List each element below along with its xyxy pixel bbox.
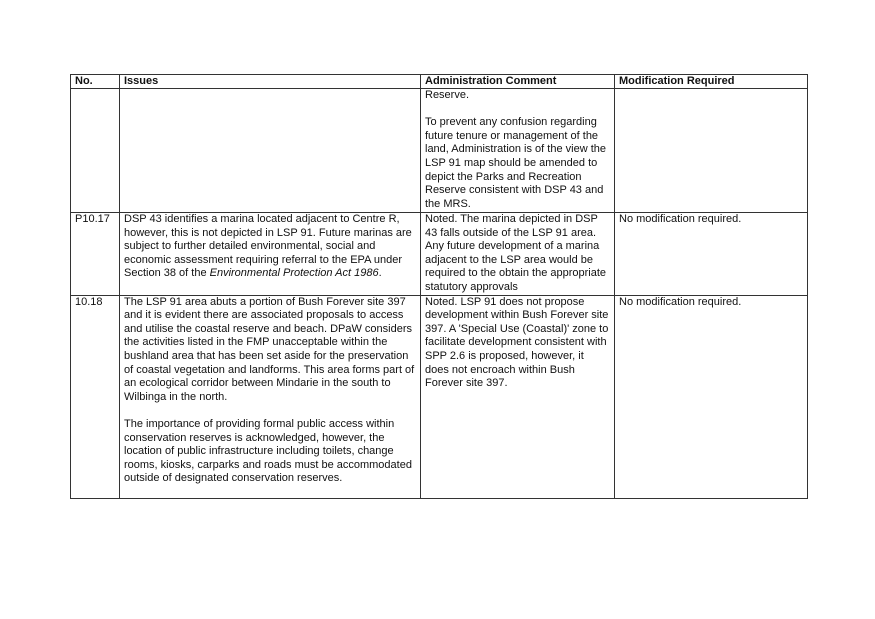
row-number: 10.18	[71, 295, 120, 498]
admin-comment-cell	[421, 89, 615, 213]
act-title: Environmental Protection Act 1986	[209, 267, 379, 280]
issue-cell	[120, 295, 421, 498]
table-row	[71, 89, 808, 213]
issue-paragraph: The LSP 91 area abuts a portion of Bush Forever site 397 and it is evident there are associated proposals to access and utilise the coastal reserve and beach. DPaW considers the activities listed in the FMP unacceptable within the bushland area that has been set aside for the preservation of coastal vegetation and landforms. This area forms part of an ecological corridor between Mindarie in the south to Wilbinga in the north.	[124, 295, 415, 403]
issue-text-end: .	[378, 267, 382, 280]
admin-comment-cell	[421, 213, 615, 296]
issue-paragraph: The importance of providing formal public access within conservation reserves is acknowledged, however, the location of public infrastructure including toilets, change rooms, kiosks, carparks and roads must be accommodated outside of designated conservation reserves.	[124, 417, 412, 485]
admin-comment-paragraph: Noted. The marina depicted in DSP 43 falls outside of the LSP 91 area. Any future development of a marina adjacent to the LSP area would be required to the obtain the appropriate statutory approvals	[425, 213, 607, 293]
modification-cell: No modification required.	[615, 295, 808, 498]
header-modification-required: Modification Required	[615, 75, 808, 89]
issue-paragraph	[124, 213, 416, 281]
issue-cell	[120, 213, 421, 296]
admin-comment-paragraph: To prevent any confusion regarding future tenure or management of the land, Administration is of the view the LSP 91 map should be amended to depict the Parks and Recreation Reserve consistent with DSP 43 and the MRS.	[425, 116, 606, 210]
header-admin-comment: Administration Comment	[421, 75, 615, 89]
issue-cell	[120, 89, 421, 213]
row-number	[71, 89, 120, 213]
admin-comment-paragraph: Noted. LSP 91 does not propose development within Bush Forever site 397. A 'Special Use (Coastal)' zone to facilitate development consistent with SPP 2.6 is proposed, however, it does not encroach within Bush Forever site 397.	[425, 295, 609, 390]
table-row	[71, 213, 808, 296]
table-header-row	[71, 75, 808, 89]
header-no: No.	[71, 75, 120, 89]
modification-cell: No modification required.	[615, 213, 808, 296]
issue-text: DSP 43 identifies a marina located adjacent to Centre R, however, this is not depicted in LSP 91. Future marinas are subject to further detailed environmental, social and economic assessment requiring referral to the EPA under Section 38 of the	[124, 213, 412, 280]
row-number: P10.17	[71, 213, 120, 296]
admin-comment-paragraph: Reserve.	[425, 89, 470, 101]
issues-table	[70, 74, 808, 499]
table-row	[71, 295, 808, 498]
admin-comment-cell	[421, 295, 615, 498]
modification-cell	[615, 89, 808, 213]
header-issues: Issues	[120, 75, 421, 89]
